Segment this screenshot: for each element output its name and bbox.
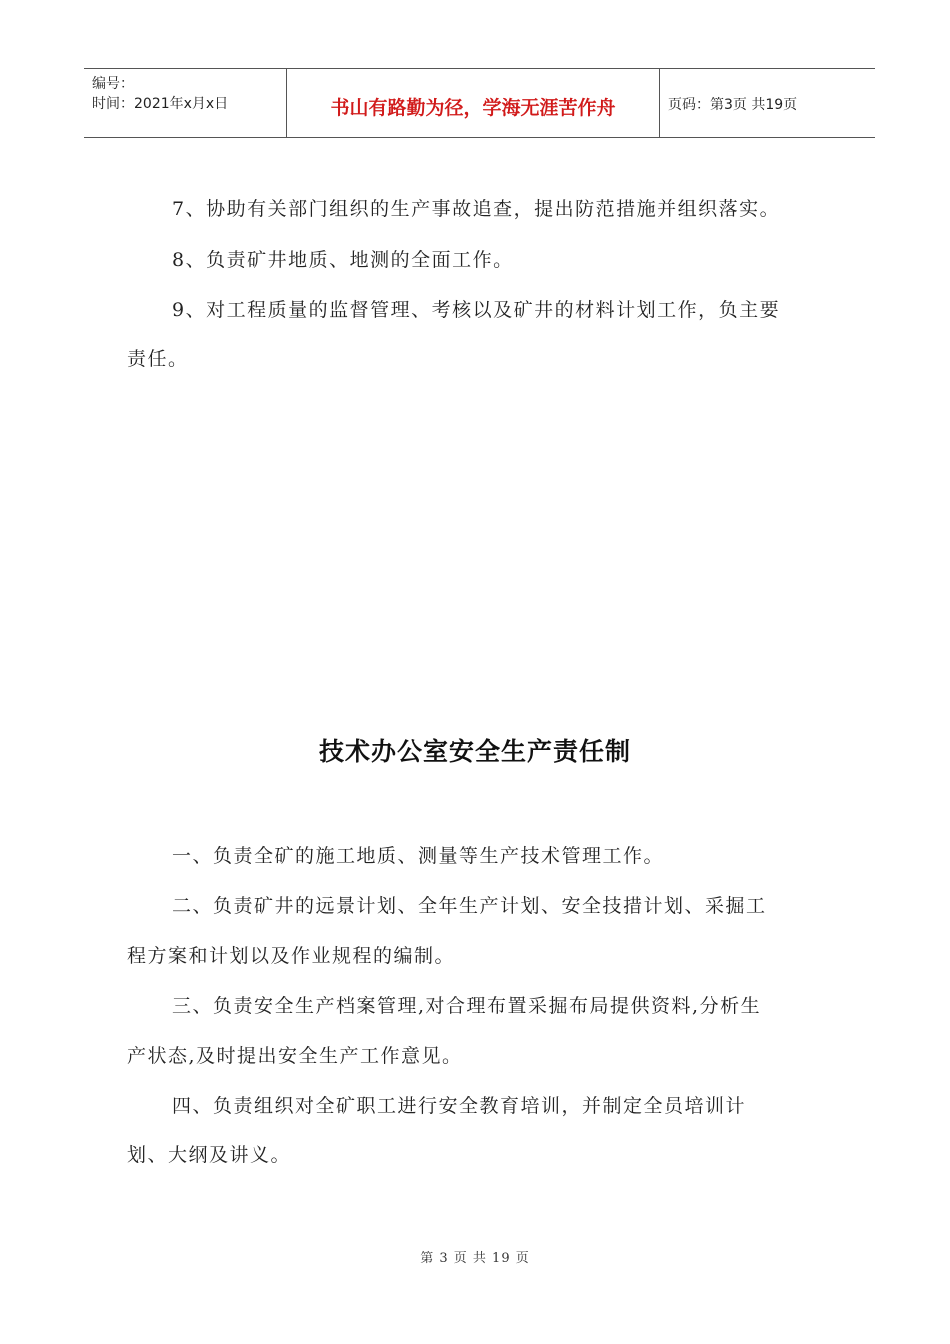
header-motto: 书山有路勤为径，学海无涯苦作舟 [330, 97, 616, 119]
item-1: 一、负责全矿的施工地质、测量等生产技术管理工作。 [172, 845, 665, 867]
item-3-line-1: 三、负责安全生产档案管理,对合理布置采掘布局提供资料,分析生 [172, 995, 762, 1017]
paragraph-8: 8、负责矿井地质、地测的全面工作。 [172, 249, 514, 271]
paragraph-9-line-1: 9、对工程质量的监督管理、考核以及矿井的材料计划工作，负主要 [172, 299, 781, 321]
header-page-cell [660, 69, 875, 137]
paragraph-9-line-2: 责任。 [127, 348, 189, 370]
item-4-line-2: 划、大纲及讲义。 [127, 1144, 292, 1166]
page-footer: 第 3 页 共 19 页 [420, 1251, 530, 1266]
header-info-cell [84, 69, 286, 137]
document-header [84, 68, 875, 138]
item-3-line-2: 产状态,及时提出安全生产工作意见。 [127, 1045, 463, 1067]
item-4-line-1: 四、负责组织对全矿职工进行安全教育培训，并制定全员培训计 [172, 1095, 747, 1117]
section-title: 技术办公室安全生产责任制 [318, 737, 631, 766]
header-time: 时间：2021年x月x日 [92, 96, 229, 112]
header-page-number: 页码：第3页 共19页 [668, 97, 798, 113]
item-2-line-1: 二、负责矿井的远景计划、全年生产计划、安全技措计划、采掘工 [172, 895, 767, 917]
paragraph-7: 7、协助有关部门组织的生产事故追查，提出防范措施并组织落实。 [172, 198, 781, 220]
item-2-line-2: 程方案和计划以及作业规程的编制。 [127, 945, 456, 967]
header-motto-cell [286, 69, 660, 137]
header-number: 编号： [92, 76, 134, 92]
